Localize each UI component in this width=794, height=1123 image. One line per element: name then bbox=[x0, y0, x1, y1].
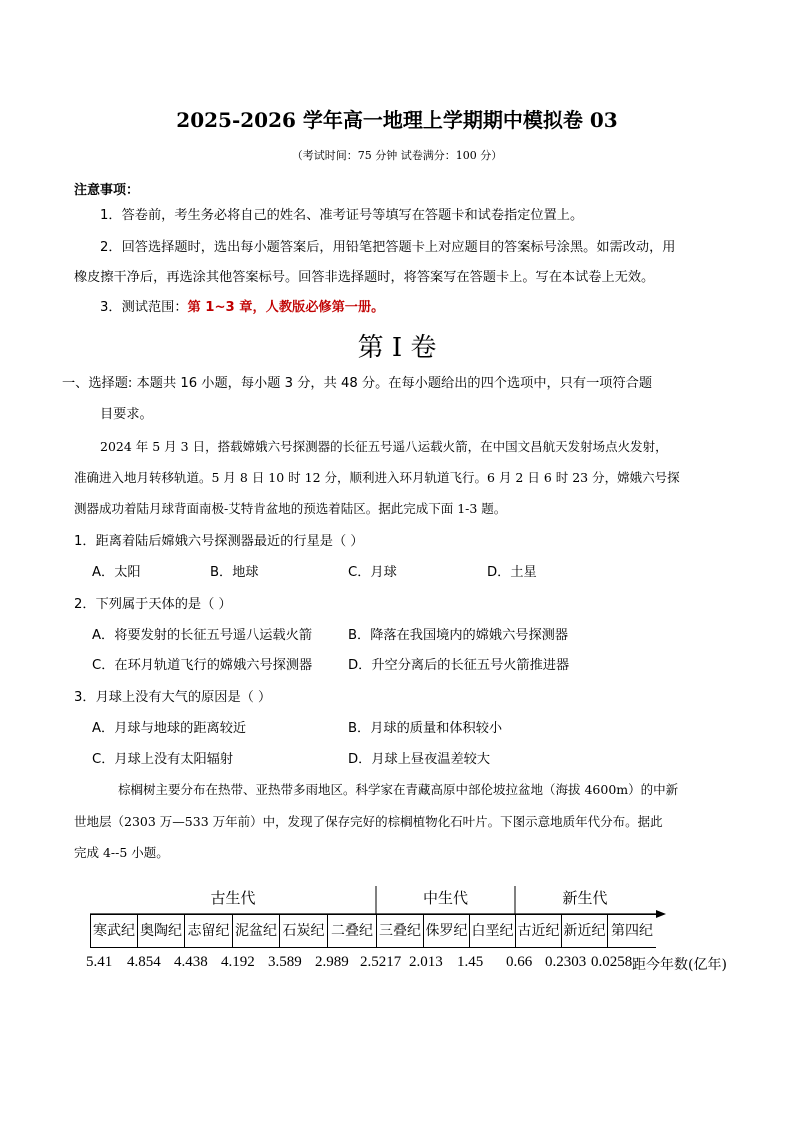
boundary-age: 5.41 bbox=[86, 954, 113, 970]
question-1-option-c: C．月球 bbox=[348, 565, 397, 580]
period-permian: 二叠纪 bbox=[328, 915, 377, 947]
notice-item-1: 1．答卷前，考生务必将自己的姓名、准考证号等填写在答题卡和试卷指定位置上。 bbox=[100, 208, 584, 223]
boundary-age: 0.2303 bbox=[545, 954, 587, 970]
period-jurassic: 侏罗纪 bbox=[424, 915, 470, 947]
question-1-stem: 1．距离着陆后嫦娥六号探测器最近的行星是（ ） bbox=[74, 534, 364, 549]
question-2-stem: 2．下列属于天体的是（ ） bbox=[74, 597, 232, 612]
era-label-paleozoic: 古生代 bbox=[210, 889, 256, 907]
boundary-age: 2.989 bbox=[315, 954, 349, 970]
question-1-option-a: A．太阳 bbox=[92, 565, 141, 580]
section-instructions-line-1: 一、选择题: 本题共 16 小题，每小题 3 分，共 48 分。在每小题给出的四个选项中，只有一项符合题 bbox=[62, 376, 653, 391]
notice-item-3-prefix: 3．测试范围： bbox=[100, 300, 188, 315]
period-ordovician: 奥陶纪 bbox=[138, 915, 185, 947]
passage-1-line-3: 测器成功着陆月球背面南极-艾特肯盆地的预选着陆区。据此完成下面 1-3 题。 bbox=[74, 501, 507, 516]
boundary-age: 2.5217 bbox=[360, 954, 402, 970]
period-cambrian: 寒武纪 bbox=[91, 915, 138, 947]
passage-2-line-2: 世地层（2303 万—533 万年前）中，发现了保存完好的棕榈植物化石叶片。下图示意地质年代分布。据此 bbox=[74, 814, 663, 829]
era-label-mesozoic: 中生代 bbox=[422, 889, 468, 907]
section-instructions-line-2: 目要求。 bbox=[100, 407, 153, 422]
period-silurian: 志留纪 bbox=[185, 915, 233, 947]
question-3-option-c: C．月球上没有太阳辐射 bbox=[92, 752, 234, 767]
passage-1-line-2: 准确进入地月转移轨道。5 月 8 日 10 时 12 分，顺利进入环月轨道飞行。6 月 2 日 6 时 23 分，嫦娥六号探 bbox=[74, 470, 680, 485]
question-2-option-b: B．降落在我国境内的嫦娥六号探测器 bbox=[348, 628, 569, 643]
boundary-age: 4.854 bbox=[127, 954, 161, 970]
passage-1-line-1: 2024 年 5 月 3 日，搭载嫦娥六号探测器的长征五号遥八运载火箭，在中国文昌航天发射场点火发射， bbox=[100, 439, 668, 454]
boundary-age: 1.45 bbox=[457, 954, 484, 970]
period-cretaceous: 白垩纪 bbox=[470, 915, 516, 947]
question-3-option-b: B．月球的质量和体积较小 bbox=[348, 721, 503, 736]
notice-heading: 注意事项： bbox=[74, 183, 140, 198]
question-1-option-d: D．土星 bbox=[487, 565, 537, 580]
passage-2-line-3: 完成 4--5 小题。 bbox=[74, 845, 169, 860]
page-title: 2025-2026 学年高一地理上学期期中模拟卷 03 bbox=[176, 108, 618, 132]
boundary-age: 0.0258 bbox=[591, 954, 633, 970]
period-paleogene: 古近纪 bbox=[516, 915, 562, 947]
period-triassic: 三叠纪 bbox=[377, 915, 424, 947]
question-2-option-d: D．升空分离后的长征五号火箭推进器 bbox=[348, 658, 570, 673]
boundary-age: 0.66 bbox=[506, 954, 533, 970]
timeline-axis-label: 距今年数(亿年) bbox=[632, 957, 727, 973]
question-3-option-a: A．月球与地球的距离较近 bbox=[92, 721, 247, 736]
notice-item-2-line-1: 2．回答选择题时，选出每小题答案后，用铅笔把答题卡上对应题目的答案标号涂黑。如需改动，用 bbox=[100, 240, 676, 255]
passage-2-line-1: 棕榈树主要分布在热带、亚热带多雨地区。科学家在青藏高原中部伦坡拉盆地（海拔 4600m）的中新 bbox=[118, 782, 679, 797]
question-2-option-c: C．在环月轨道飞行的嫦娥六号探测器 bbox=[92, 658, 313, 673]
notice-item-3 bbox=[100, 298, 384, 318]
era-label-cenozoic: 新生代 bbox=[562, 889, 608, 907]
boundary-age: 2.013 bbox=[409, 954, 443, 970]
question-3-option-d: D．月球上昼夜温差较大 bbox=[348, 752, 491, 767]
period-devonian: 泥盆纪 bbox=[233, 915, 280, 947]
test-scope: 第 1~3 章，人教版必修第一册。 bbox=[187, 300, 385, 315]
period-carboniferous: 石炭纪 bbox=[280, 915, 328, 947]
period-quaternary: 第四纪 bbox=[611, 923, 653, 939]
question-3-stem: 3．月球上没有大气的原因是（ ） bbox=[74, 690, 272, 705]
part-heading: 第 I 卷 bbox=[357, 333, 437, 363]
boundary-age: 4.438 bbox=[174, 954, 208, 970]
exam-info: （考试时间：75 分钟 试卷满分：100 分） bbox=[291, 149, 503, 162]
notice-item-2-line-2: 橡皮擦干净后，再选涂其他答案标号。回答非选择题时，将答案写在答题卡上。写在本试卷上无效。 bbox=[74, 270, 655, 285]
boundary-age: 4.192 bbox=[221, 954, 255, 970]
boundary-age: 3.589 bbox=[268, 954, 302, 970]
question-2-option-a: A．将要发射的长征五号遥八运载火箭 bbox=[92, 628, 313, 643]
period-row bbox=[90, 914, 656, 948]
period-neogene: 新近纪 bbox=[562, 915, 608, 947]
question-1-option-b: B．地球 bbox=[210, 565, 259, 580]
